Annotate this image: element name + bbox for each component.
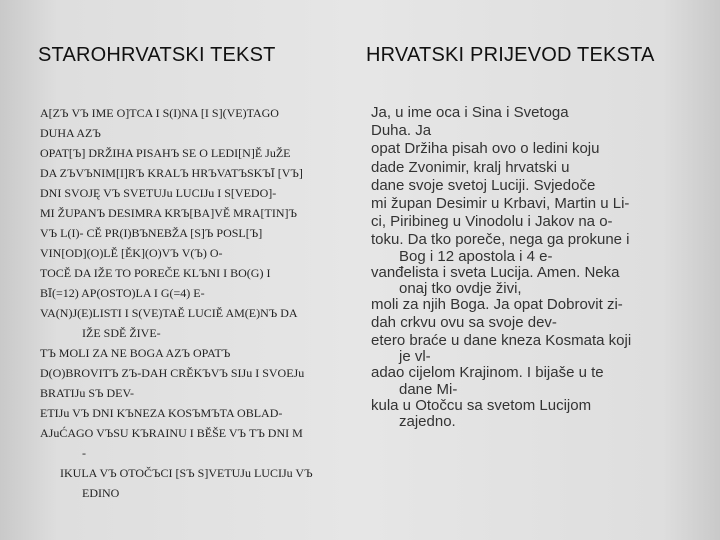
translation-line: Bog i 12 apostola i 4 e- — [399, 247, 553, 265]
translation-line: onaj tko ovdje živi, — [399, 279, 522, 297]
old-text-line: TOCĚ DA IŽE TO POREČE KLЪNI I BO(G) I — [40, 266, 271, 280]
translation-text — [371, 104, 707, 429]
croatian-translation-column — [365, 0, 705, 540]
old-text-line: VЪ L(I)- CĚ PR(I)BЪNEBŽA [S]Ъ POSL[Ъ] — [40, 226, 263, 240]
old-text-line: - — [82, 446, 86, 460]
old-croatian-column — [20, 0, 360, 540]
old-text-line: A[ZЪ VЪ IME O]TCA I S(I)NA [I S](VE)TAGO — [40, 106, 279, 120]
translation-line: vanđelista i sveta Lucija. Amen. Neka — [371, 263, 620, 281]
translation-line: Ja, u ime oca i Sina i Svetoga — [371, 104, 569, 121]
translation-line: zajedno. — [399, 412, 456, 430]
old-text-line: TЪ MOLI ZA NE BOGA AZЪ OPATЪ — [40, 346, 231, 360]
translation-line: dane Mi- — [399, 380, 458, 398]
translation-heading: HRVATSKI PRIJEVOD TEKSTA — [366, 44, 655, 66]
translation-line: Duha. Ja — [371, 122, 432, 140]
old-text-line: EDINO — [82, 486, 120, 500]
translation-line: moli za njih Boga. Ja opat Dobrovit zi- — [371, 295, 623, 313]
translation-line: adao cijelom Krajinom. I bijaše u te — [371, 364, 604, 382]
translation-line: kula u Otočcu sa svetom Lucijom — [371, 396, 592, 414]
translation-line: opat Držiha pisah ovo o ledini koju — [371, 140, 600, 158]
translation-line: dah crkvu ovu sa svoje dev- — [371, 314, 557, 332]
translation-line: dane svoje svetoj Luciji. Svjedoče — [371, 176, 596, 194]
old-text-line: DNI SVOJĘ VЪ SVETUJu LUCIJu I S[VEDO]- — [40, 186, 277, 200]
translation-line: toku. Da tko poreče, nega ga prokune i — [371, 231, 630, 249]
old-text-line: OPAT[Ъ] DRŽIHA PISAHЪ SE O LEDI[N]Ě JuŽE — [40, 146, 291, 160]
old-croatian-text — [40, 103, 360, 503]
old-text-line: D(O)BROVITЪ ZЪ-DAH CRĚKЪVЪ SIJu I SVOEJu — [40, 366, 305, 380]
old-text-line: AJuĆAGO VЪSU KЪRAINU I BĚŠE VЪ TЪ DNI M — [40, 426, 303, 440]
translation-line: je vl- — [399, 348, 431, 366]
translation-line: etero braće u dane kneza Kosmata koji — [371, 332, 632, 350]
old-text-line: VIN[OD](O)LĚ [ĚK](O)VЪ V(Ъ) O- — [40, 246, 223, 260]
old-text-line: BĪ(=12) AP(OSTO)LA I G(=4) E- — [40, 286, 205, 300]
old-text-line: IŽE SDĚ ŽIVE- — [82, 326, 161, 340]
old-text-line: DUHA AZЪ — [40, 126, 101, 140]
old-text-line: IKULA VЪ OTOČЪCI [SЪ S]VETUJu LUCIJu VЪ — [60, 466, 313, 480]
old-text-line: ETIJu VЪ DNI KЪNEZA KOSЪMЪTA OBLAD- — [40, 406, 283, 420]
old-text-line: BRATIJu SЪ DEV- — [40, 386, 135, 400]
old-text-line: MI ŽUPANЪ DESIMRA KRЪ[BA]VĚ MRA[TIN]Ъ — [40, 206, 297, 220]
translation-line: dade Zvonimir, kralj hrvatski u — [371, 158, 570, 176]
old-croatian-heading: STAROHRVATSKI TEKST — [38, 44, 276, 66]
translation-line: mi župan Desimir u Krbavi, Martin u Li- — [371, 195, 630, 213]
old-text-line: VA(N)J(E)LISTI I S(VE)TAĚ LUCIĚ AM(E)NЪ DA — [40, 306, 298, 320]
old-text-line: DA ZЪVЪNIM[I]RЪ KRALЪ HRЪVATЪSKЪĪ [VЪ] — [40, 166, 303, 180]
translation-line: ci, Piribineg u Vinodolu i Jakov na o- — [371, 213, 613, 231]
